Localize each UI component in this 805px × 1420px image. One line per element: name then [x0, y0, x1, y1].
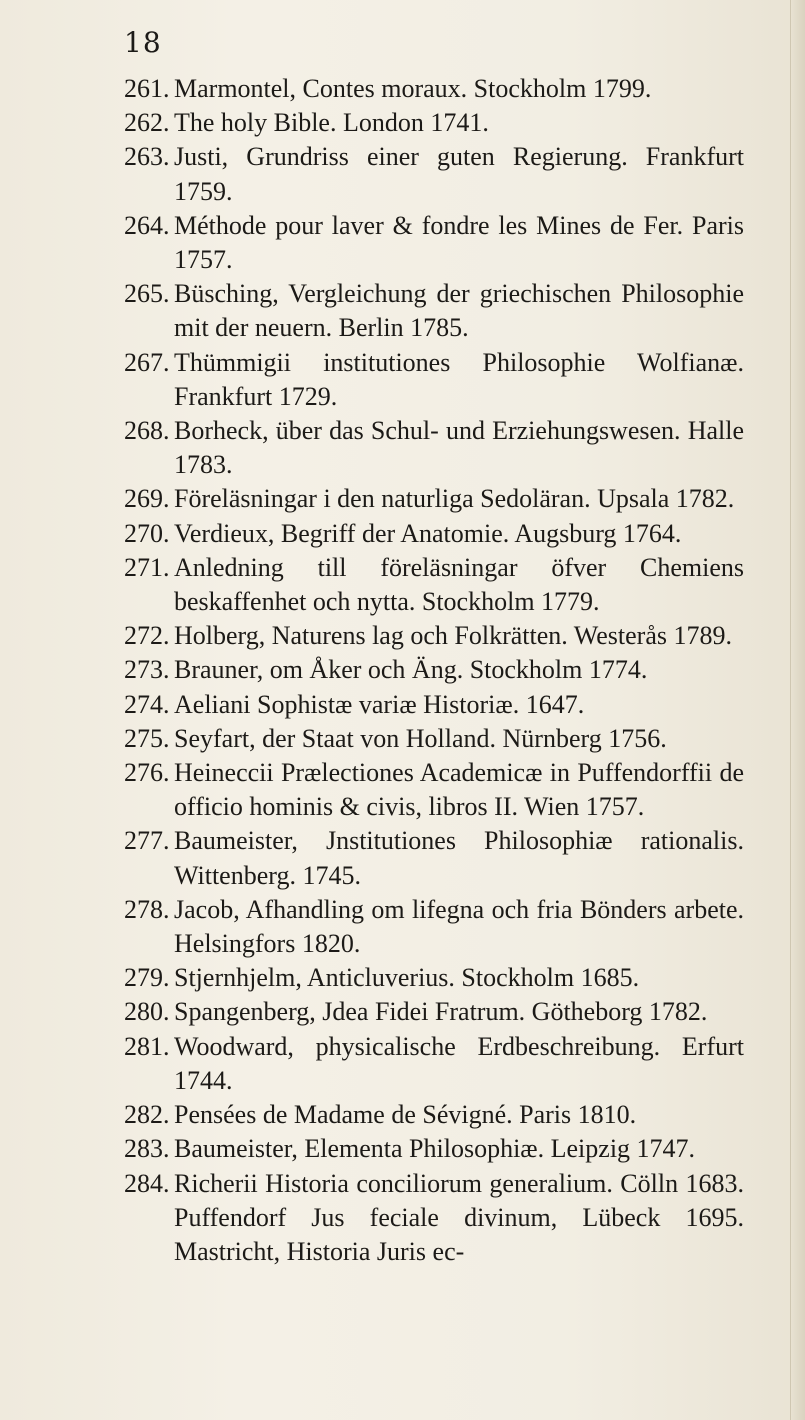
entry-text: Baumeister, Jnstitutiones Philosophiæ rationalis. Wittenberg. 1745. — [174, 826, 744, 890]
entry-text: Thümmigii institutiones Philosophie Wolfianæ. Frankfurt 1729. — [174, 347, 744, 411]
entry-number: 263. — [124, 142, 170, 172]
catalogue-entry — [124, 106, 744, 140]
entry-number: 264. — [124, 210, 170, 240]
entry-text: Jacob, Afhandling om lifegna och fria Bönders arbete. Helsingfors 1820. — [174, 894, 744, 959]
catalogue-entry — [124, 961, 744, 995]
catalogue-entry — [124, 346, 744, 414]
entry-number: 270. — [124, 518, 170, 548]
catalogue-entry — [124, 688, 744, 722]
entry-text: Pensées de Madame de Sévigné. Paris 1810. — [174, 1100, 637, 1130]
entry-number: 261. — [124, 74, 170, 103]
entry-number: 282. — [124, 1100, 170, 1130]
entry-text: Marmontel, Contes moraux. Stockholm 1799. — [174, 74, 652, 103]
catalogue-entry — [124, 1098, 744, 1132]
catalogue-entry — [124, 1167, 744, 1270]
catalogue-entry — [124, 824, 744, 892]
entry-text: Stjernhjelm, Anticluverius. Stockholm 1685. — [174, 963, 640, 993]
catalogue-entry — [124, 995, 744, 1029]
entry-number: 273. — [124, 655, 170, 685]
catalogue-entry — [124, 209, 744, 277]
entry-number: 269. — [124, 484, 170, 514]
catalogue-entry — [124, 517, 744, 551]
entry-text: The holy Bible. London 1741. — [174, 108, 489, 138]
entry-text: Spangenberg, Jdea Fidei Fratrum. Götheborg 1782. — [174, 997, 708, 1027]
entry-number: 274. — [124, 689, 170, 719]
entry-number: 265. — [124, 279, 170, 309]
entry-number: 272. — [124, 621, 170, 651]
catalogue-entry — [124, 72, 744, 106]
catalogue-entry — [124, 277, 744, 345]
entry-text: Brauner, om Åker och Äng. Stockholm 1774. — [174, 655, 648, 685]
catalogue-entry — [124, 1132, 744, 1166]
catalogue-entry — [124, 619, 744, 653]
entry-text: Holberg, Naturens lag och Folkrätten. Westerås 1789. — [174, 621, 732, 651]
entry-text: Heineccii Prælectiones Academicæ in Puffendorffii de officio hominis & civis, libros II. Wien 1757. — [174, 758, 744, 822]
catalogue-entry — [124, 140, 744, 208]
page-edge — [790, 0, 805, 1420]
entry-text: Borheck, über das Schul- und Erziehungswesen. Halle 1783. — [174, 416, 744, 480]
entry-text: Verdieux, Begriff der Anatomie. Augsburg 1764. — [174, 518, 682, 548]
catalogue-entry — [124, 893, 744, 961]
catalogue-entry — [124, 551, 744, 619]
entry-text: Föreläsningar i den naturliga Sedoläran. Upsala 1782. — [174, 484, 735, 514]
catalogue-entry — [124, 1030, 744, 1098]
entry-text: Anledning till föreläsningar öfver Chemiens beskaffenhet och nytta. Stockholm 1779. — [174, 552, 744, 617]
entry-number: 275. — [124, 723, 170, 753]
entry-text: Justi, Grundriss einer guten Regierung. Frankfurt 1759. — [174, 142, 744, 206]
entry-number: 277. — [124, 826, 170, 856]
catalogue-entry — [124, 722, 744, 756]
catalogue-entry — [124, 756, 744, 824]
entry-number: 278. — [124, 894, 170, 924]
entry-text: Méthode pour laver & fondre les Mines de Fer. Paris 1757. — [174, 210, 744, 275]
entry-number: 279. — [124, 963, 170, 993]
catalogue-entry — [124, 653, 744, 687]
entry-number: 281. — [124, 1031, 170, 1061]
entry-text: Aeliani Sophistæ variæ Historiæ. 1647. — [174, 689, 585, 719]
catalogue-entries — [124, 72, 744, 1269]
entry-number: 262. — [124, 108, 170, 138]
entry-text: Richerii Historia conciliorum generalium. Cölln 1683. Puffendorf Jus feciale divinum, Lübeck 1695. Mastricht, Historia Juris ec- — [174, 1168, 744, 1266]
entry-number: 268. — [124, 416, 170, 446]
entry-number: 283. — [124, 1134, 170, 1164]
entry-number: 276. — [124, 758, 170, 788]
page-number: 18 — [124, 26, 162, 59]
entry-number: 271. — [124, 552, 170, 582]
entry-number: 284. — [124, 1168, 170, 1198]
entry-text: Woodward, physicalische Erdbeschreibung. Erfurt 1744. — [174, 1031, 744, 1095]
entry-number: 280. — [124, 997, 170, 1027]
entry-text: Büsching, Vergleichung der griechischen Philosophie mit der neuern. Berlin 1785. — [174, 279, 744, 343]
catalogue-entry — [124, 482, 744, 516]
entry-number: 267. — [124, 347, 170, 377]
entry-text: Baumeister, Elementa Philosophiæ. Leipzig 1747. — [174, 1134, 696, 1164]
entry-text: Seyfart, der Staat von Holland. Nürnberg 1756. — [174, 723, 667, 753]
catalogue-entry — [124, 414, 744, 482]
